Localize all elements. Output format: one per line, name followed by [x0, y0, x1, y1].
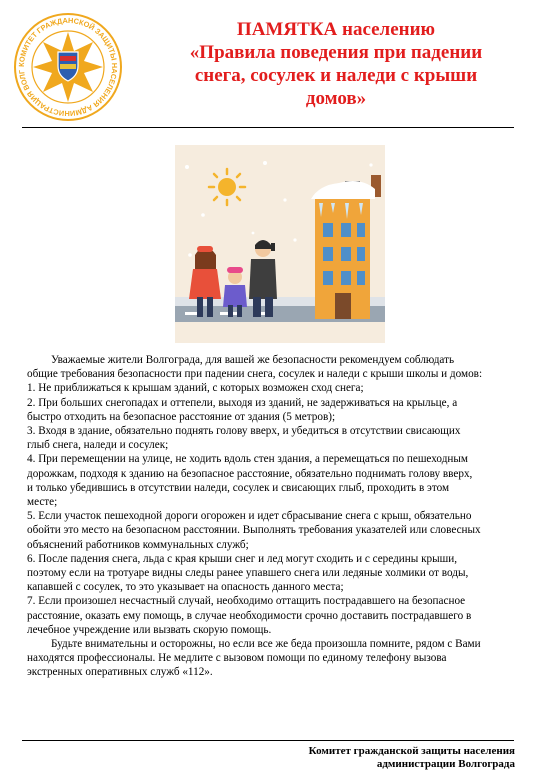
body-line: 6. После падения снега, льда с края крыши снег и лед могут сходить и с середины крыши,: [27, 552, 458, 565]
body-line: глыб снега, наледи и сосулек;: [27, 439, 169, 452]
body-line: 3. Входя в здание, обязательно поднять голову вверх, и убедиться в отсутствии свисающих: [27, 425, 461, 438]
title-line: снега, сосулек и наледи с крыши: [194, 65, 478, 86]
body-line: месте;: [27, 496, 58, 509]
footer-divider: [22, 740, 514, 741]
body-line: и только убедившись в отсутствии наледи, сосулек и свисающих глыб, проходить в этом: [27, 481, 450, 494]
body-line: лечебное учреждение или вызвать скорую помощь.: [27, 623, 272, 636]
title-line: ПАМЯТКА населению: [236, 19, 436, 40]
footer-line: Комитет гражданской защиты населения: [308, 745, 515, 757]
logo: [13, 12, 123, 122]
body-line: 4. При перемещении на улице, не ходить вдоль стен здания, а перемещаться по пешеходным: [27, 453, 468, 466]
body-line: 2. При больших снегопадах и оттепели, выходя из зданий, не задерживаться на крыльце, а: [27, 396, 458, 409]
body-line: быстро отходить на безопасное расстояние от здания (5 метров);: [27, 410, 336, 423]
page-title: [150, 18, 522, 110]
logo-ring-text: КОМИТЕТ ГРАЖДАНСКОЙ ЗАЩИТЫ НАСЕЛЕНИЯ АДМИНИСТРАЦИЯ ВОЛГ: [16, 15, 120, 119]
body-line: расстояние, оказать ему помощь, в случае необходимости срочно доставить пострадавшего в: [27, 609, 472, 622]
title-line: «Правила поведения при падении: [189, 42, 483, 63]
footer-signature: [309, 745, 515, 771]
footer-line: администрации Волгограда: [376, 758, 515, 770]
header-divider: [22, 127, 514, 128]
illustration: [175, 145, 385, 343]
body-line: Уважаемые жители Волгограда, для вашей же безопасности рекомендуем соблюдать: [51, 354, 455, 366]
body-line: Будьте внимательны и осторожны, но если все же беда произошла помните, рядом с Вами: [51, 638, 481, 651]
body-line: обойти это место на безопасном расстоянии. Выполнять требования указателей или словесных: [27, 524, 481, 537]
body-line: поэтому если на тротуаре видны следы ранее упавшего снега или ледяные холмики от воды,: [27, 567, 469, 580]
winter-scene-illustration: [175, 145, 385, 343]
emblem-icon: [13, 12, 123, 122]
body-line: капавшей с сосулек, то это указывает на опасность данного места;: [27, 581, 344, 594]
body-line: 7. Если произошел несчастный случай, необходимо оттащить пострадавшего на безопасное: [27, 595, 466, 608]
body-line: 1. Не приближаться к крышам зданий, с которых возможен сход снега;: [27, 382, 364, 395]
body-text: [27, 353, 519, 680]
body-line: общие требования безопасности при падении снега, сосулек и наледи с крыши школы и домов:: [27, 368, 483, 381]
body-line: 5. Если участок пешеходной дороги огорожен и идет сбрасывание снега с крыш, обязательно: [27, 510, 472, 523]
body-line: экстренных оперативных служб «112».: [27, 666, 213, 679]
body-line: объяснений работников коммунальных служб;: [27, 538, 249, 551]
title-line: домов»: [305, 88, 367, 109]
body-line: находятся профессионалы. Не медлите с вызовом помощи по единому телефону вызова: [27, 652, 447, 665]
phone-icon: [271, 243, 275, 251]
sun-icon: [209, 169, 245, 205]
body-line: дорожкам, подходя к зданию на безопасное расстояние, обязательно поднимать голову вверх,: [27, 467, 473, 480]
